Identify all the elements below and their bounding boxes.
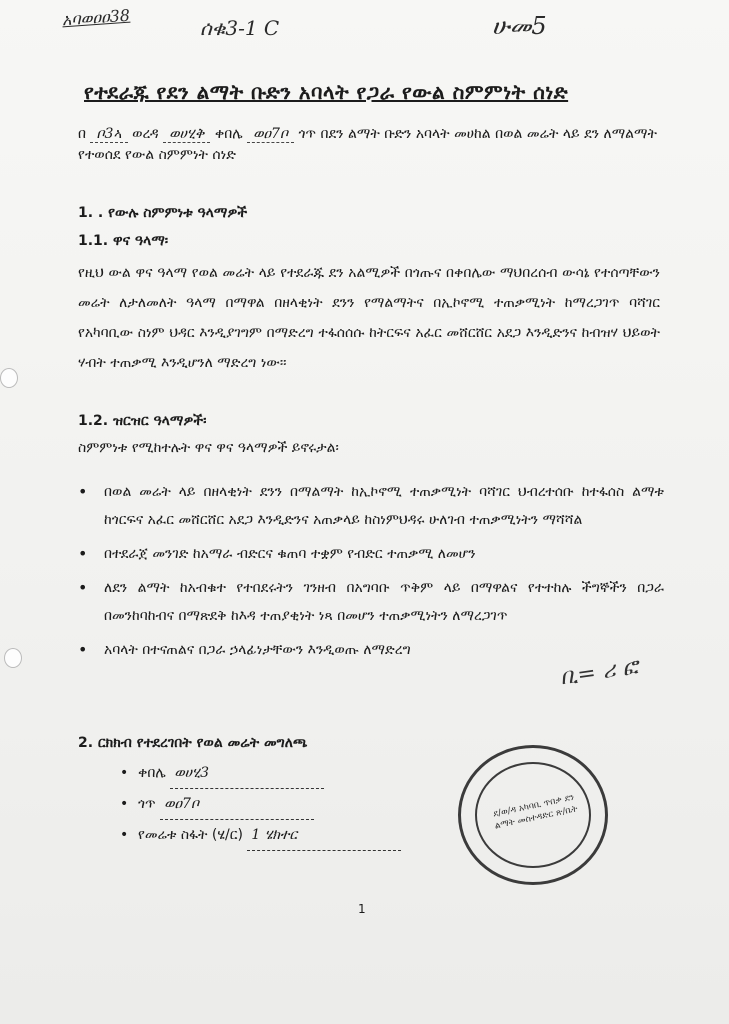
land-item-got	[120, 789, 401, 820]
land-item-kebele	[120, 758, 401, 789]
woreda-fill: ወሀሂቅ	[163, 126, 210, 143]
section-1-2-heading: 1.2. ዝርዝር ዓላማዎች፡	[78, 413, 207, 429]
objective-item: • በተደራጀ መንገድ ከአማራ ብድርና ቁጠባ ተቋም የብድር ተጠቃሚ ለመሆን	[78, 540, 664, 568]
intro-part-1: በ	[78, 126, 87, 142]
got-fill: ወዐ7ቦ	[247, 126, 294, 143]
land-item-label: ቀበሌ	[138, 765, 166, 781]
land-description-list	[120, 758, 401, 851]
section-1-1-body: የዚህ ውል ዋና ዓላማ የወል መሬት ላይ የተደራጁ ደን አልሚዎች በጎጡና በቀበሌው ማህበረሰብ ውሳኔ የተሰጣቸውን መሬት ለታለመለት ዓላማ በማዋል በዘላቂነት ደንን የማልማትና በኢኮኖሚ ተጠቃሚነት ከማረጋገጥ ባሻገር የአካባቢው ስነም ህዳር እንዲያገግም በማድረግ ተፋሰሰሱ ከትርፍና አፈር መሸርሸር አደጋ እንዲድንና ከብዝሃ ህይወት ሃብት ተጠቃሚ እንዲሆንለ ማድረግ ነው፡፡	[78, 265, 660, 371]
punch-hole	[4, 648, 22, 668]
land-item-value: 1 ሄክተር	[247, 820, 401, 851]
section-1-heading: 1. . የውሉ ስምምነቱ ዓላማዎች	[78, 205, 248, 221]
handwritten-note-top-left: አባወዐዐ38	[61, 5, 131, 30]
handwritten-signature: ቢ= ሪ ፎ	[558, 654, 640, 691]
section-2-heading: 2. ርክክብ የተደረገበት የወል መሬት መግለጫ	[78, 735, 308, 751]
official-stamp	[458, 745, 608, 885]
document-title: የተደራጁ የደን ልማት ቡድን አባላት የጋራ የውል ስምምነት ሰነድ	[84, 80, 569, 104]
land-item-label: ጎጥ	[138, 796, 156, 812]
land-item-area	[120, 820, 401, 851]
objective-item: • ለደን ልማት ከአብቁተ የተበደሩትን ገንዘብ በአግባቡ ጥቅም ላይ በማዋልና የተተከሉ ችግኞችን በጋራ በመንከባከብና በማጽደቅ ከእዳ ተጠያቂነት ነጻ በመሆን ተጠቃሚነትን ለማረጋገጥ	[78, 574, 664, 630]
punch-hole	[0, 368, 18, 388]
section-1-2-lead: ስምምነቱ የሚከተሉት ዋና ዋና ዓላማዎች ይኖሩታል፡	[78, 440, 339, 456]
land-item-value: ወሀሂ3	[170, 758, 324, 789]
intro-part-3: ቀበሌ	[214, 126, 243, 142]
stamp-text: ደ/ወ/ዳ አካባቢ ጥበቃ ደን ልማት መስተዳድር ጽ/ቤት	[492, 792, 579, 832]
objective-item: • በወል መሬት ላይ በዘላቂነት ደንን በማልማት ከኢኮኖሚ ተጠቃሚነት ባሻገር ህብረተሰቡ ከተፋሰስ ልማቱ ከጎርፍና አፈር መሸርሸር አደጋ እንዲድንና አጠቃላይ ከስነምህዳሩ ሁለገብ ተጠቃሚነትን ማሻሻል	[78, 478, 664, 534]
intro-part-4: ጎጥ በደን ልማት ቡድን አባላት መሀከል በወል መሬት ላይ ደን ለማልማት የተወሰደ የውል ስምምነት ሰነድ	[78, 126, 657, 163]
intro-part-2: ወረዳ	[132, 126, 159, 142]
objectives-list	[78, 478, 664, 670]
page-number: 1	[358, 902, 366, 916]
handwritten-note-top-right: ሁመ5	[492, 12, 547, 40]
land-item-label: የመሬቱ ስፋት (ሄ/ር)	[138, 827, 243, 843]
kebele-fill: ቦ3ኣ	[90, 126, 127, 143]
intro-paragraph	[78, 124, 658, 166]
objective-item: • አባላት በተናጠልና በጋራ ኃላፊነታቸውን እንዲወጡ ለማድረግ	[78, 636, 664, 664]
handwritten-note-top-middle: ሰቁ3-1 C	[200, 16, 280, 40]
land-item-value: ወዐ7ቦ	[160, 789, 314, 820]
section-1-1-heading: 1.1. ዋና ዓላማ፡	[78, 233, 169, 249]
